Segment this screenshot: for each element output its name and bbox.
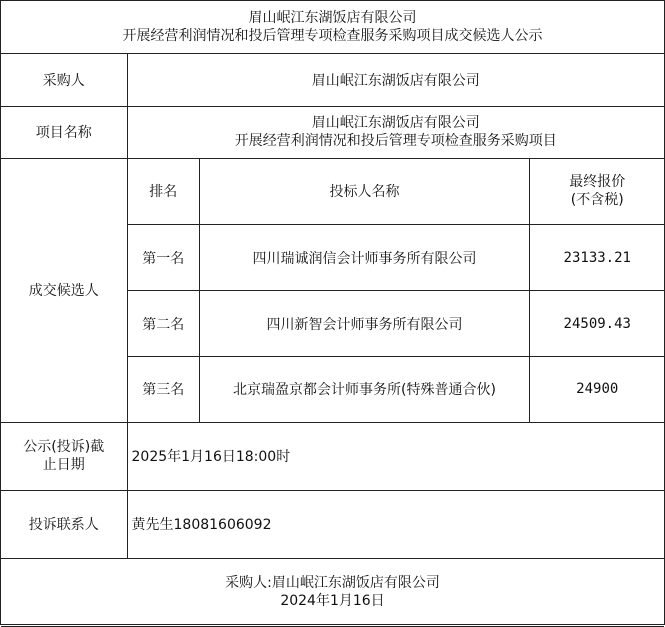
deadline-label-line-1: 公示(投诉)截 [23,439,105,455]
title-line-1: 眉山岷江东湖饭店有限公司 [248,10,417,26]
project-row [1,106,664,158]
table-row [128,225,665,291]
title-line-2: 开展经营利润情况和投后管理专项检查服务采购项目成交候选人公示 [122,28,543,44]
bidder-cell: 四川瑞诚润信会计师事务所有限公司 [200,225,530,291]
rank-header: 排名 [128,159,200,225]
announcement-table [1,54,664,627]
price-header-line-2: (不含税) [570,192,624,209]
deadline-row [1,422,664,490]
bidder-cell: 北京瑞盈京都会计师事务所(特殊普通合伙) [200,357,530,422]
candidates-row [1,158,664,422]
contact-value: 黄先生18081606092 [127,490,664,558]
bidder-cell: 四川新智会计师事务所有限公司 [200,291,530,357]
contact-label: 投诉联系人 [1,490,127,558]
price-header [530,159,665,225]
footer-purchaser: 采购人:眉山岷江东湖饭店有限公司 [225,575,440,591]
purchaser-value: 眉山岷江东湖饭店有限公司 [127,54,664,106]
deadline-label [1,422,127,490]
table-row [128,357,665,422]
rank-cell: 第一名 [128,225,200,291]
table-row [128,291,665,357]
footer-cell [1,558,664,626]
project-value [127,106,664,158]
project-label: 项目名称 [1,106,127,158]
rank-cell: 第三名 [128,357,200,422]
candidates-cell [127,158,664,422]
contact-row [1,490,664,558]
price-cell: 24900 [530,357,665,422]
purchaser-row [1,54,664,106]
price-cell: 24509.43 [530,291,665,357]
purchaser-label: 采购人 [1,54,127,106]
document-title [1,1,664,54]
candidates-table [128,159,665,422]
project-value-line-2: 开展经营利润情况和投后管理专项检查服务采购项目 [234,133,557,149]
project-value-line-1: 眉山岷江东湖饭店有限公司 [311,115,480,131]
footer-date: 2024年1月16日 [280,593,385,609]
candidates-header-row [128,159,665,225]
bidder-header: 投标人名称 [200,159,530,225]
price-cell: 23133.21 [530,225,665,291]
rank-cell: 第二名 [128,291,200,357]
deadline-value: 2025年1月16日18:00时 [127,422,664,490]
deadline-label-line-2: 止日期 [42,457,85,473]
candidates-label: 成交候选人 [1,158,127,422]
footer-row [1,558,664,626]
price-header-line-1: 最终报价 [569,174,626,191]
